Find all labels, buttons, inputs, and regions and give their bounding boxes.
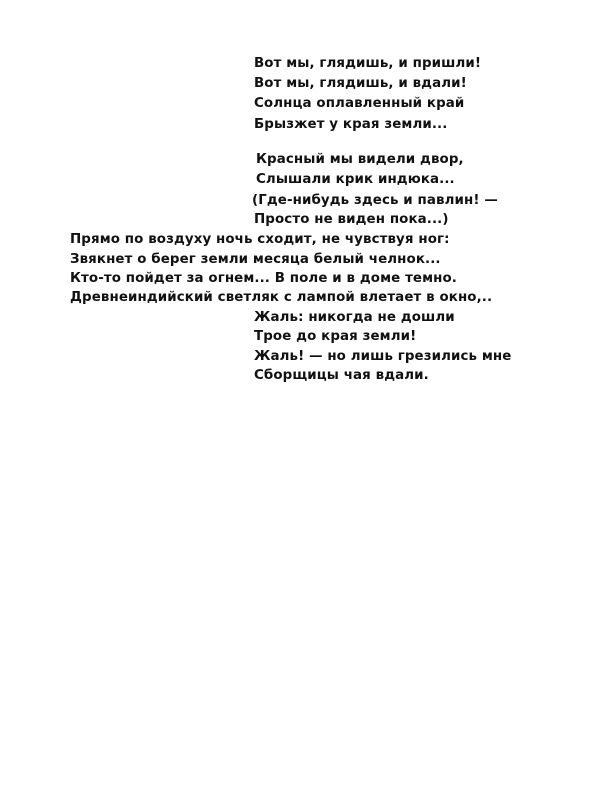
poem-line: Трое до края земли! bbox=[254, 329, 417, 344]
poem-line: Солнца оплавленный край bbox=[254, 96, 465, 111]
poem-line: Жаль: никогда не дошли bbox=[254, 310, 455, 325]
poem-line: Просто не виден пока...) bbox=[254, 212, 449, 227]
poem-line: Жаль! — но лишь грезились мне bbox=[254, 349, 512, 364]
poem-line: Звякнет о берег земли месяца белый челнок... bbox=[70, 252, 441, 267]
poem-line: Слышали крик индюка... bbox=[256, 172, 455, 187]
poem-line: Сборщицы чая вдали. bbox=[254, 368, 429, 383]
poem-line: Красный мы видели двор, bbox=[256, 152, 464, 167]
poem-line: Вот мы, глядишь, и вдали! bbox=[254, 76, 467, 91]
poem-line: Древнеиндийский светляк с лампой влетает в окно,.. bbox=[70, 290, 493, 305]
poem-line: (Где-нибудь здесь и павлин! — bbox=[252, 193, 498, 208]
poem-line: Вот мы, глядишь, и пришли! bbox=[254, 56, 482, 71]
poem-line: Брызжет у края земли... bbox=[254, 117, 448, 132]
poem-line: Прямо по воздуху ночь сходит, не чувствуя ног: bbox=[70, 232, 450, 247]
poem-line: Кто-то пойдет за огнем... В поле и в доме темно. bbox=[70, 271, 457, 286]
